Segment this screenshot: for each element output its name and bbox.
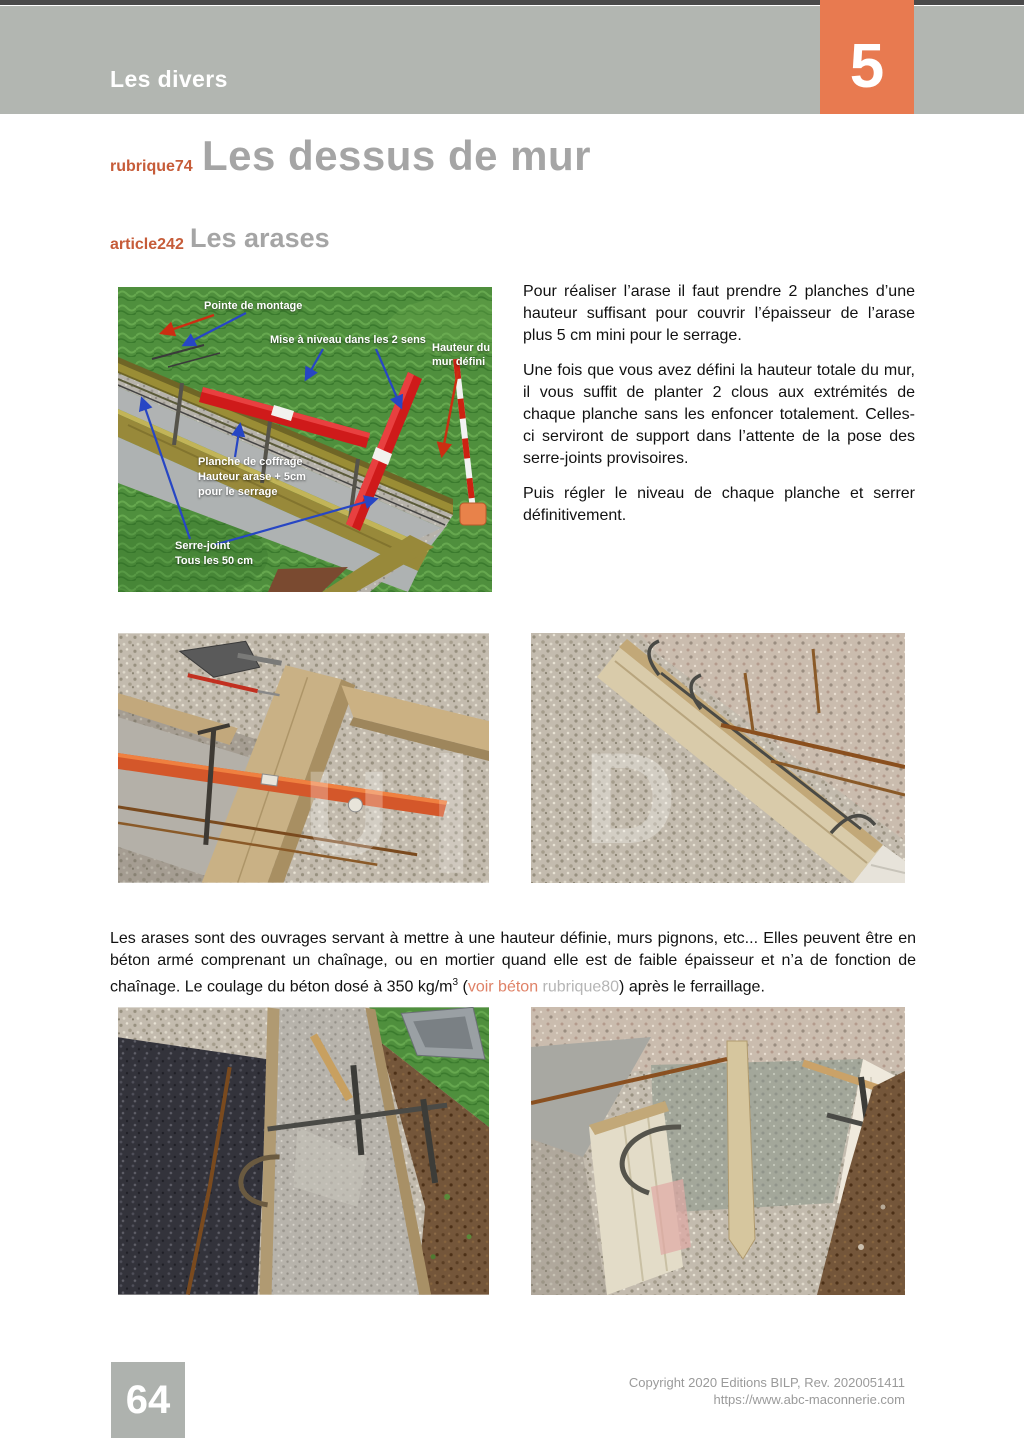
photo-concrete-corner [531,1007,905,1295]
copyright-line: Copyright 2020 Editions BILP, Rev. 2020051411 [628,1375,905,1390]
superscript-3: 3 [452,977,459,988]
photo-formwork-level [118,633,489,883]
chapter-number-badge [820,0,914,114]
rubrique-title: Les dessus de mur [202,132,591,179]
voir-beton-link[interactable]: voir béton [467,978,539,996]
intro-paragraph-1: Pour réaliser l’arase il faut prendre 2 planches d’une hauteur suffisant pour couvrir l’épaisseur de l’arase plus 5 cm mini pour le serrage. [523,283,915,344]
rubrique-id: rubrique74 [110,158,193,175]
label-serre-joint-2: Tous les 50 cm [175,555,254,567]
footer-copyright [629,1374,905,1408]
label-planche-1: Planche de coffrage [198,456,303,468]
intro-text-column [523,281,915,540]
label-mise-a-niveau: Mise à niveau dans les 2 sens [270,334,426,346]
article-title: Les arases [190,223,330,253]
body-paragraph-tail: ) après le ferraillage. [619,978,765,996]
footer-url-link[interactable]: https://www.abc-maconnerie.com [713,1392,905,1407]
photo-concrete-pour-svg [118,1007,489,1295]
chapter-number: 5 [849,32,885,101]
label-serre-joint-1: Serre-joint [175,540,231,552]
intro-paragraph-3: Puis régler le niveau de chaque planche et serrer définitivement. [523,485,915,524]
label-pointe-de-montage: Pointe de montage [204,300,303,312]
article-id: article242 [110,236,184,253]
watermark-letter-right: D [583,725,677,871]
photo-concrete-corner-svg [531,1007,905,1295]
photo-formwork-rebar [531,633,905,883]
photo-formwork-level-svg [118,633,489,883]
watermark-letter-left: U [303,747,390,881]
formwork-illustration-svg [118,287,492,592]
intro-paragraph-2: Une fois que vous avez défini la hauteur totale du mur, il vous suffit de planter 2 clous aux extrémités de chaque planche sans les enfoncer totalement. Celles-ci serviront de support dans l’attente de la pose des serre-joints provisoires. [523,362,915,467]
page-number-box [111,1362,185,1438]
rubrique80-reference: rubrique80 [538,978,620,996]
body-paragraph-lead: Les arases sont des ouvrages servant à mettre à une hauteur définie, murs pignons, etc... Elles peuvent être en béton armé comprenant un chaînage, ou en mortier quand elle est de faible épaisseur et n’a de fonction de chaînage. Le coulage du béton dosé à 350 kg/m [110,930,916,996]
label-planche-2: Hauteur arase + 5cm [198,471,306,483]
body-paragraph [110,928,916,998]
dark-gravel [118,1037,268,1294]
label-hauteur-mur-2: mur défini [432,356,486,368]
body-paragraph-open: ( [458,978,468,996]
formwork-illustration [118,287,492,592]
label-planche-3: pour le serrage [198,486,278,498]
label-hauteur-mur-1: Hauteur du [432,342,491,354]
watermark-fragment [439,753,463,873]
page-number: 64 [125,1377,171,1422]
photo-concrete-pour [118,1007,489,1295]
chapter-title: Les divers [110,66,228,92]
photo-formwork-rebar-svg [531,633,905,883]
